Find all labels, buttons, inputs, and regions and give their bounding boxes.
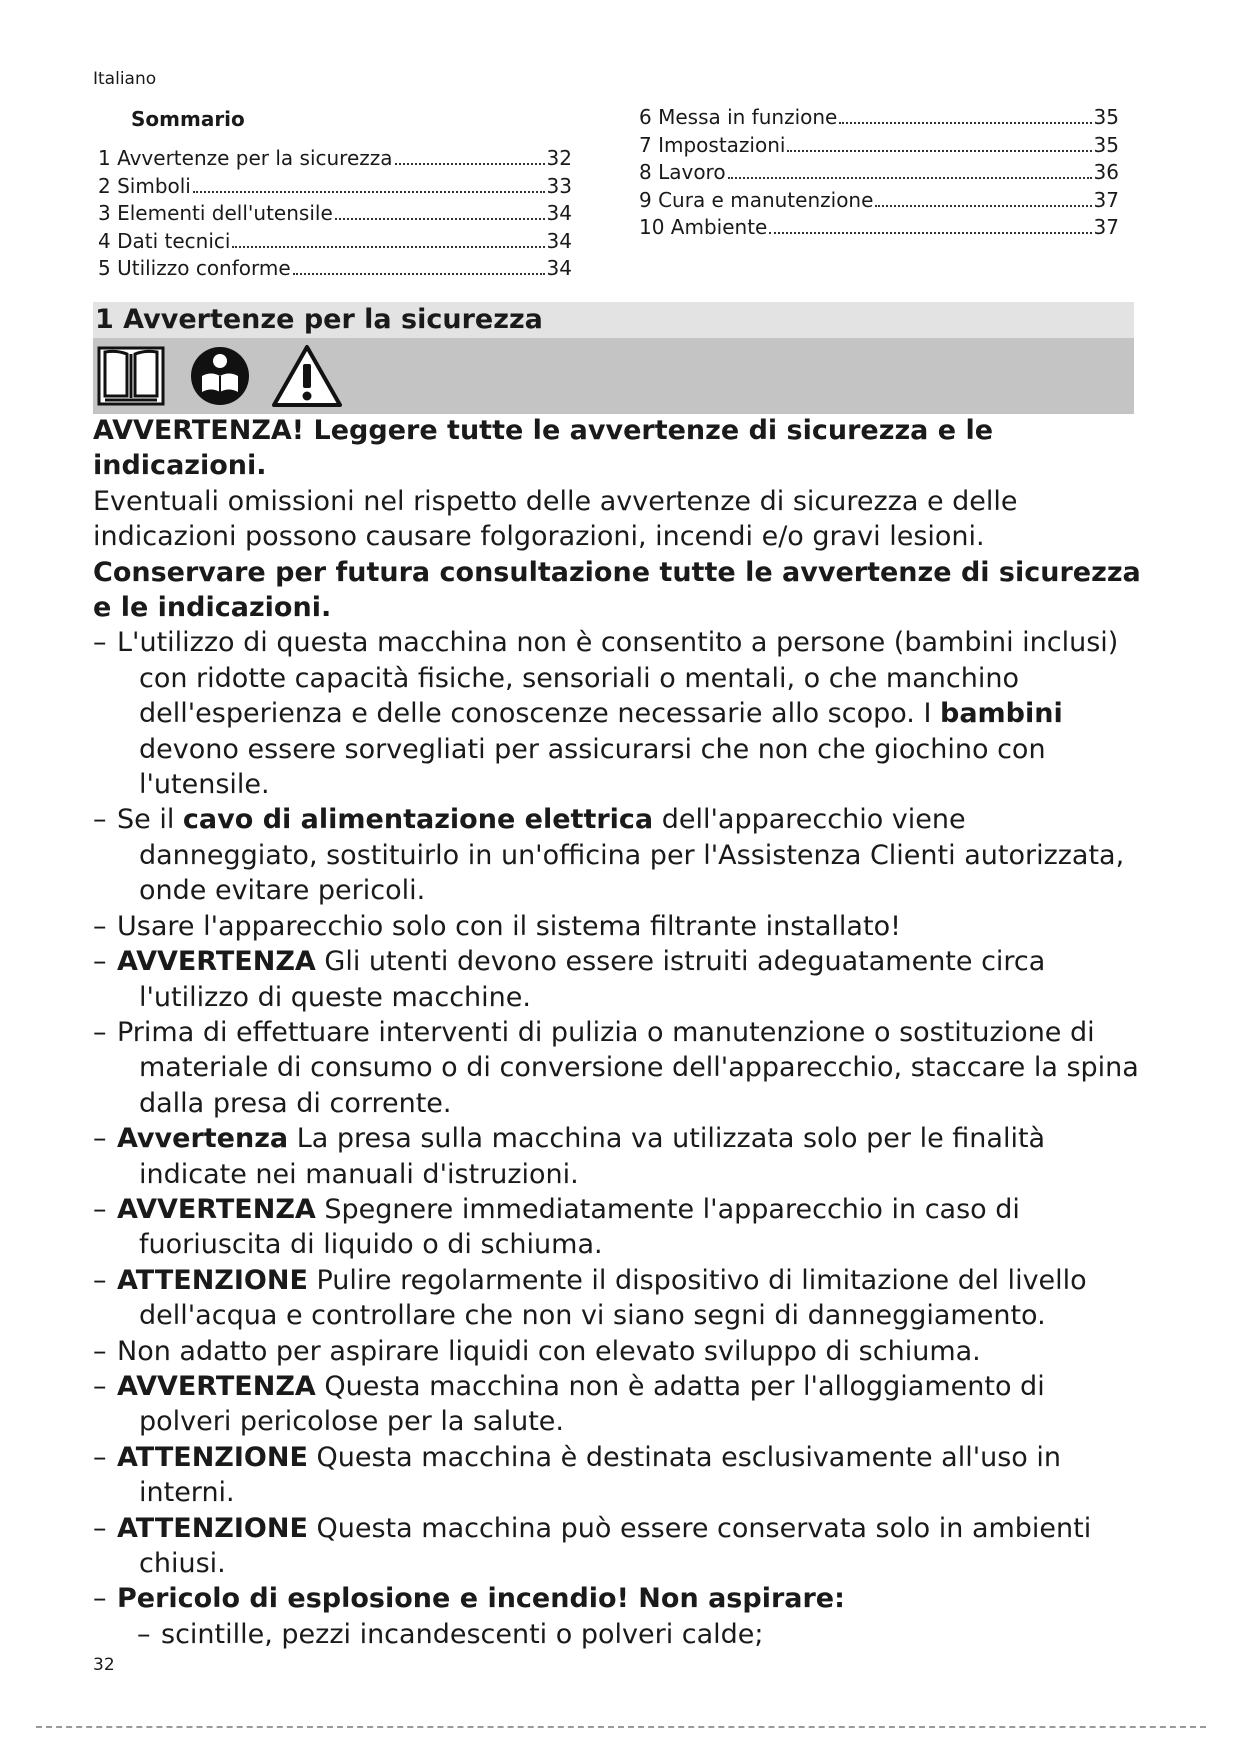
list-item: – Usare l'apparecchio solo con il sistema filtrante installato! [93,910,901,942]
list-item: – Avvertenza La presa sulla macchina va utilizzata solo per le finalità indicate nei manuali d'istruzioni. [93,1123,1046,1190]
toc-entry[interactable]: 8 Lavoro 36 [639,160,1119,184]
list-item: – AVVERTENZA Questa macchina non è adatta per l'alloggiamento di polveri pericolose per la salute. [93,1370,1045,1438]
toc-entry[interactable]: 9 Cura e manutenzione 37 [639,187,1119,212]
toc-entry[interactable]: 5 Utilizzo conforme 34 [98,256,572,280]
read-manual-icon [188,344,252,408]
toc-entry[interactable]: 2 Simboli 33 [98,173,572,198]
keep-instructions-heading: Conservare per futura consultazione tutte le avvertenze di sicurezza e le indicazioni. [93,556,1141,624]
toc-entry[interactable]: 7 Impostazioni 35 [639,132,1119,157]
list-item: – AVVERTENZA Gli utenti devono essere istruiti adeguatamente circa l'utilizzo di queste macchine. [93,946,1046,1013]
toc-entry[interactable]: 6 Messa in funzione 35 [639,105,1119,129]
toc-entry[interactable]: 3 Elementi dell'utensile 34 [98,201,572,225]
safety-icons-band [93,338,1134,414]
list-item: – AVVERTENZA Spegnere immediatamente l'apparecchio in caso di fuoriuscita di liquido o di schiuma. [93,1193,1020,1261]
list-item: – L'utilizzo di questa macchina non è consentito a persone (bambini inclusi) con ridotte capacità fisiche, sensoriali o mentali, o che manchino dell'esperienza e delle conoscenze necessarie allo scopo. I bambini devono essere sorvegliati per assicurarsi che non che giochino con l'utensile. [93,627,1119,801]
manual-book-icon [97,344,165,408]
toc-entry[interactable]: 10 Ambiente 37 [639,215,1119,239]
section-heading-bar [93,302,1134,338]
list-item: – ATTENZIONE Questa macchina può essere conservata solo in ambienti chiusi. [93,1512,1092,1579]
language-label: Italiano [93,69,157,89]
toc-entry[interactable]: 1 Avvertenze per la sicurezza 32 [98,146,572,170]
list-item: – Non adatto per aspirare liquidi con elevato sviluppo di schiuma. [93,1335,981,1367]
toc-right-column [639,104,1119,242]
sub-list-item: – scintille, pezzi incandescenti o polveri calde; [137,1618,764,1650]
list-item: – Prima di effettuare interventi di pulizia o manutenzione o sostituzione di materiale di consumo o di conversione dell'apparecchio, staccare la spina dalla presa di corrente. [93,1016,1139,1119]
list-item: – Se il cavo di alimentazione elettrica dell'apparecchio viene danneggiato, sostituirlo in un'officina per l'Assistenza Clienti autorizzata, onde evitare pericoli. [93,804,1125,907]
list-item: – Pericolo di esplosione e incendio! Non aspirare: [93,1583,845,1615]
list-item: – ATTENZIONE Pulire regolarmente il dispositivo di limitazione del livello dell'acqua e controllare che non vi siano segni di danneggiamento. [93,1264,1087,1332]
safety-body-text [93,413,1143,1652]
warning-triangle-icon [271,344,343,408]
intro-paragraph: Eventuali omissioni nel rispetto delle avvertenze di sicurezza e delle indicazioni possono causare folgorazioni, incendi e/o gravi lesioni. [93,485,1018,553]
footer-divider [36,1726,1206,1728]
list-item: – ATTENZIONE Questa macchina è destinata esclusivamente all'uso in interni. [93,1441,1062,1509]
toc-title: Sommario [131,107,245,131]
section-title: 1 Avvertenze per la sicurezza [95,304,543,335]
toc-left-column [98,145,572,283]
page-number: 32 [93,1655,115,1675]
toc-entry[interactable]: 4 Dati tecnici 34 [98,228,572,253]
warning-heading: AVVERTENZA! Leggere tutte le avvertenze di sicurezza e le indicazioni. [93,415,994,482]
